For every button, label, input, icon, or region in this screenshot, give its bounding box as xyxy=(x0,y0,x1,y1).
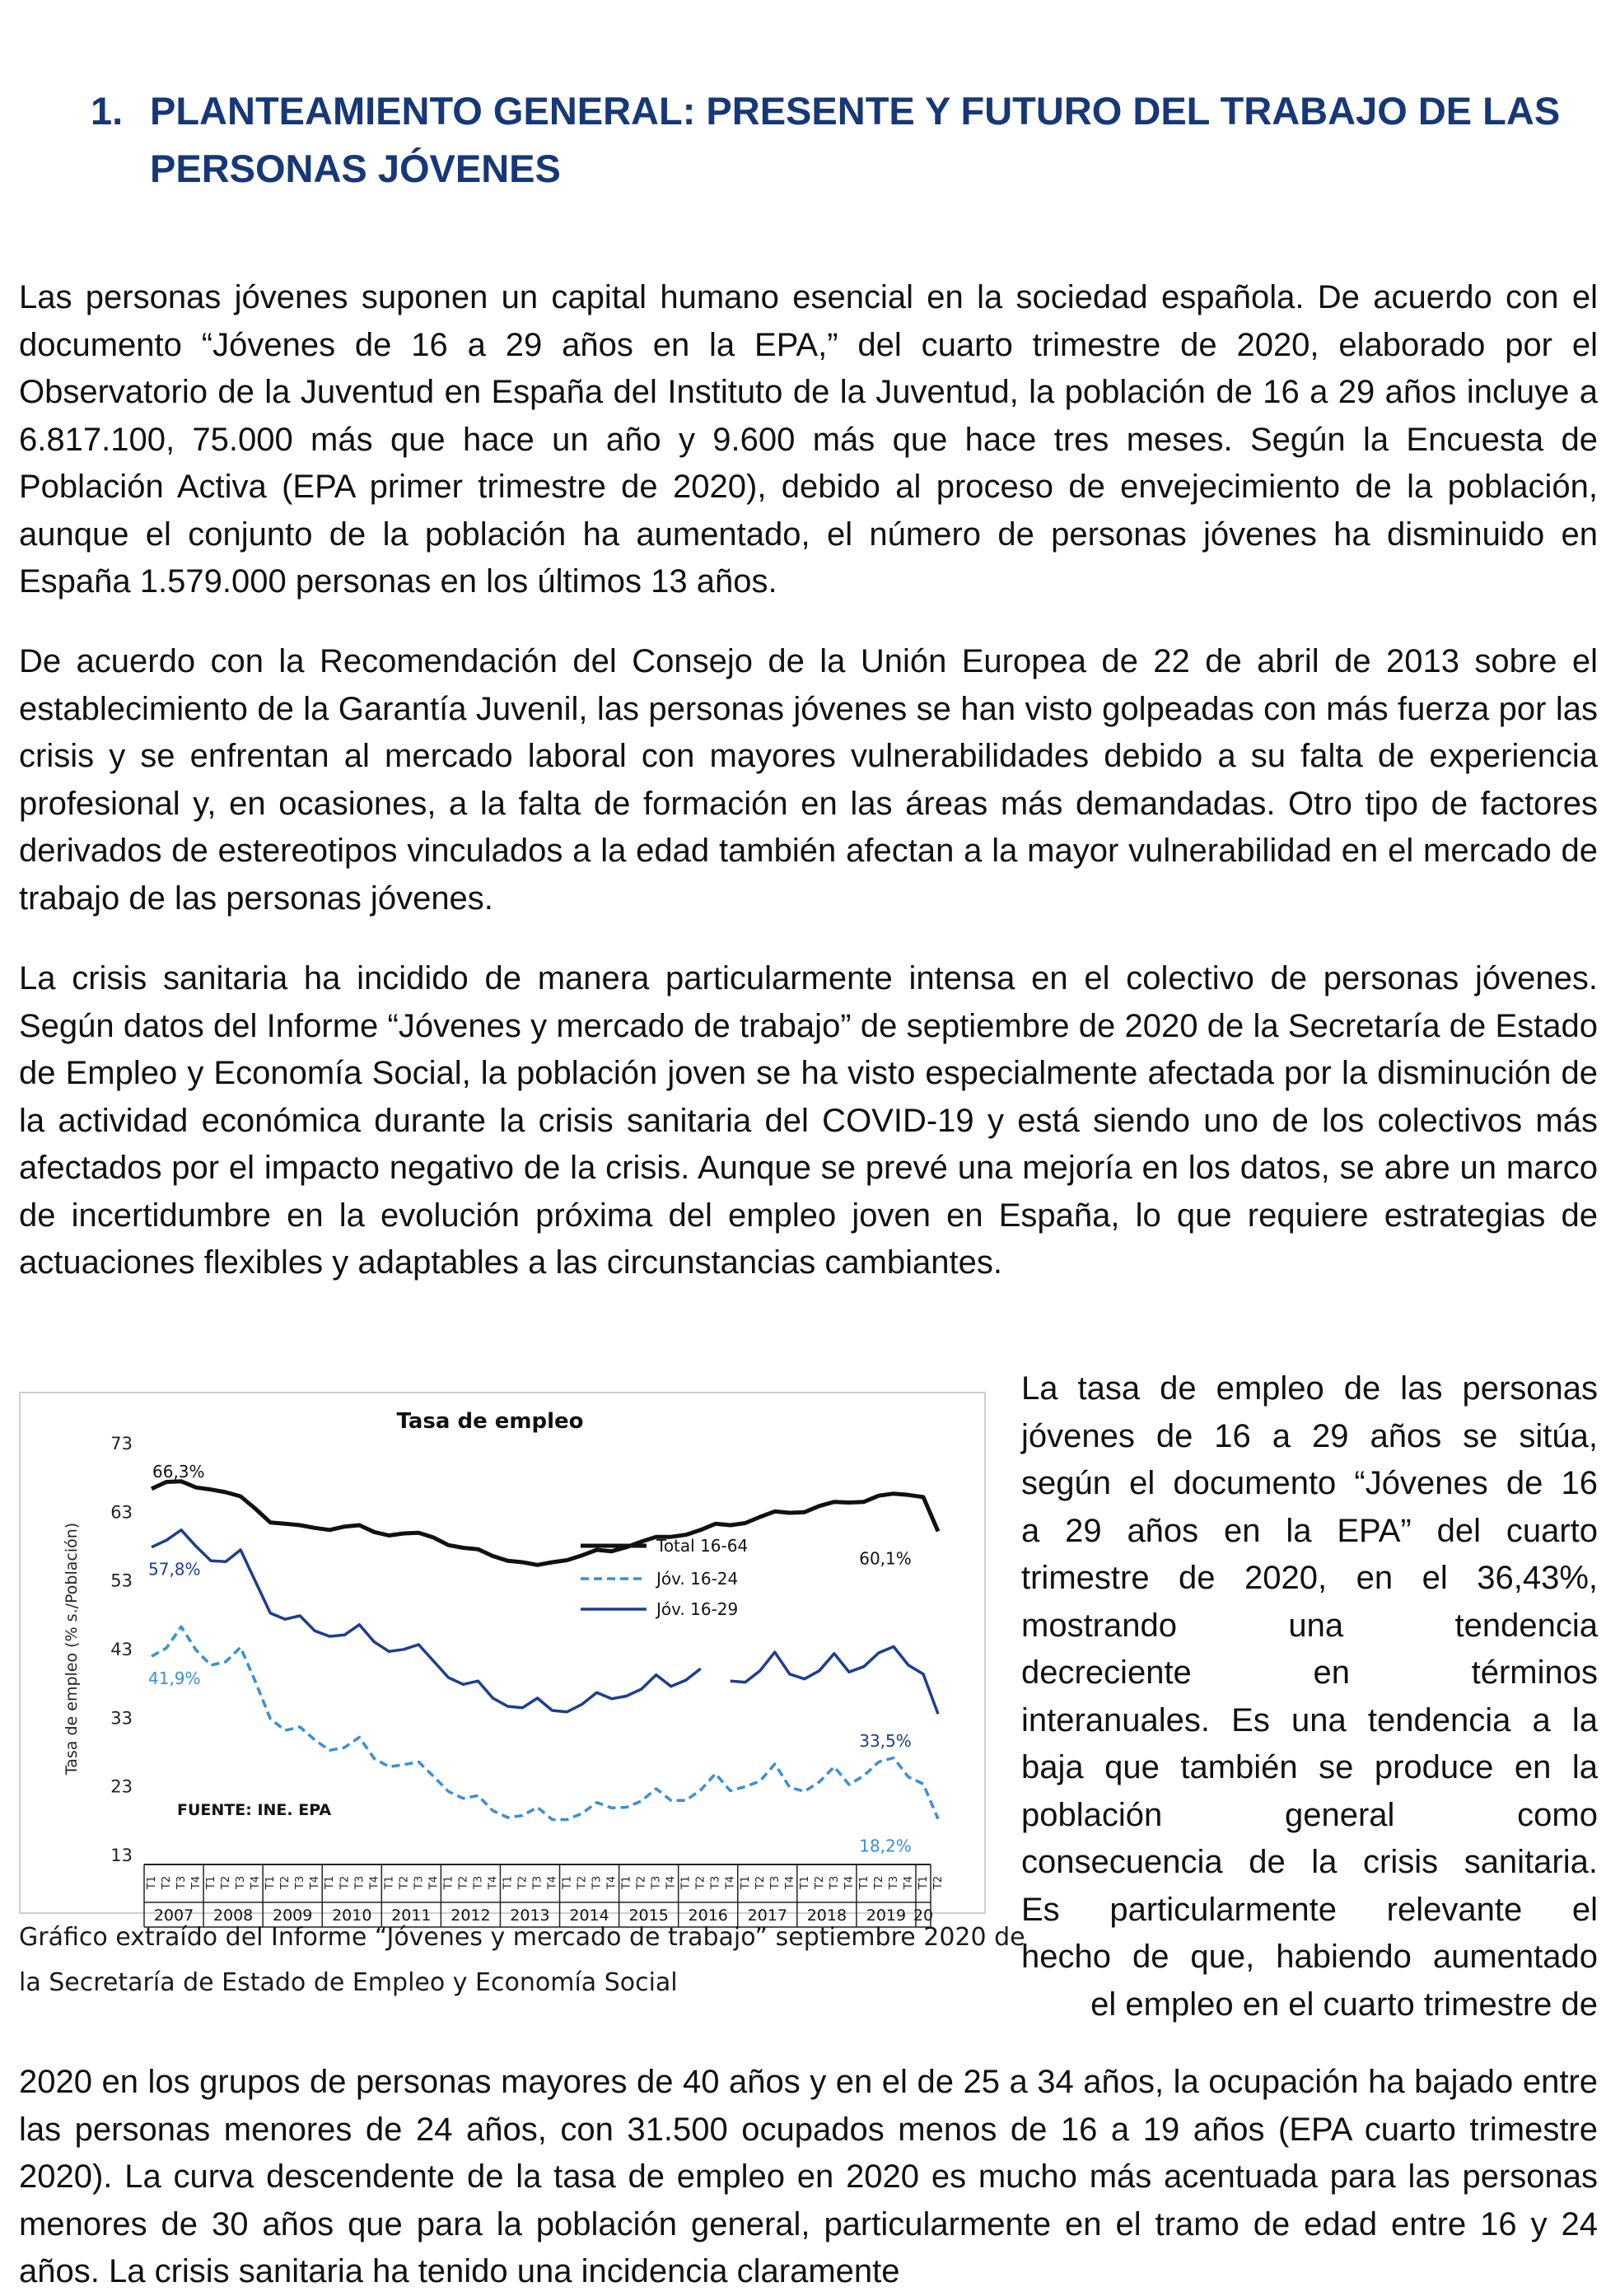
quarter-tick-label: T4 xyxy=(427,1875,441,1890)
paragraph-2: De acuerdo con la Recomendación del Consejo de la Unión Europea de 22 de abril de 2013 sobre el establecimiento de la Garantía Juvenil, las personas jóvenes se han visto golpeadas con más fuerza por las crisis y se enfrentan al mercado laboral con mayores vulnerabilidades debido a su falta de experiencia profesional y, en ocasiones, a la falta de formación en las áreas más demandadas. Otro tipo de factores derivados de estereotipos vinculados a la edad también afectan a la mayor vulnerabilidad en el mercado de trabajo de las personas jóvenes. xyxy=(19,643,1598,917)
quarter-tick-label: T2 xyxy=(932,1875,945,1890)
paragraph-4: 2020 en los grupos de personas mayores de 40 años y en el de 25 a 34 años, la ocupación ha bajado entre las personas menores de 24 años, con 31.500 ocupados menos de 16 a 19 años (EPA cuarto trimestre 2020). La curva descendente de la tasa de empleo en 2020 es mucho más acentuada para las personas menores de 30 años que para la población general, particularmente en el tramo de edad entre 16 y 24 años. La crisis sanitaria ha tenido una incidencia claramente xyxy=(19,2064,1598,2289)
quarter-tick-label: T1 xyxy=(205,1875,218,1890)
quarter-tick-label: T4 xyxy=(309,1875,322,1890)
quarter-tick-label: T1 xyxy=(383,1875,396,1890)
data-label-last: 60,1% xyxy=(859,1548,912,1569)
quarter-tick-label: T1 xyxy=(798,1875,811,1890)
quarter-tick-label: T4 xyxy=(843,1875,856,1890)
y-tick-label: 33 xyxy=(110,1708,133,1729)
year-label: 2019 xyxy=(866,1906,907,1925)
data-label-last: 33,5% xyxy=(859,1731,912,1752)
quarter-tick-label: T1 xyxy=(739,1875,752,1890)
series-line-jov-16-24 xyxy=(152,1626,938,1819)
year-label: 2009 xyxy=(273,1906,313,1925)
quarter-tick-label: T3 xyxy=(650,1875,663,1890)
employment-rate-figure xyxy=(19,1392,1025,1997)
y-tick-label: 53 xyxy=(110,1570,133,1591)
quarter-tick-label: T1 xyxy=(917,1875,930,1890)
paragraph-1: Las personas jóvenes suponen un capital humano esencial en la sociedad española. De acuerdo con el documento “Jóvenes de 16 a 29 años en la EPA,” del cuarto trimestre de 2020, elaborado por el Observatorio de la Juventud en España del Instituto de la Juventud, la población de 16 a 29 años incluye a 6.817.100, 75.000 más que hace un año y 9.600 más que hace tres meses. Según la Encuesta de Población Activa (EPA primer trimestre de 2020), debido al proceso de envejecimiento de la población, aunque el conjunto de la población ha aumentado, el número de personas jóvenes ha disminuido en España 1.579.000 personas en los últimos 13 años. xyxy=(19,279,1598,600)
quarter-tick-label: T4 xyxy=(783,1875,796,1890)
side-column-text xyxy=(1021,1365,1598,2028)
quarter-tick-label: T1 xyxy=(561,1875,574,1890)
side-line: consecuencia de la crisis sanitaria. xyxy=(1021,1844,1598,1880)
quarter-tick-label: T1 xyxy=(264,1875,278,1890)
quarter-tick-label: T3 xyxy=(353,1875,366,1890)
quarter-tick-label: T4 xyxy=(546,1875,559,1890)
caption-line: Gráfico extraído del Informe “Jóvenes y mercado de trabajo” septiembre 2020 de xyxy=(19,1923,1025,1952)
y-axis-label: Tasa de empleo (% s./Población) xyxy=(63,1522,81,1776)
quarter-tick-label: T3 xyxy=(175,1875,189,1890)
quarter-tick-label: T3 xyxy=(413,1875,426,1890)
year-label: 2012 xyxy=(451,1906,491,1925)
paragraph-3: La crisis sanitaria ha incidido de manera particularmente intensa en el colectivo de personas jóvenes. Según datos del Informe “Jóvenes y mercado de trabajo” de septiembre de 2020 de la Secretaría de Estado de Empleo y Economía Social, la población joven se ha visto especialmente afectada por la disminución de la actividad económica durante la crisis sanitaria del COVID-19 y está siendo uno de los colectivos más afectados por el impacto negativo de la crisis. Aunque se prevé una mejoría en los datos, se abre un marco de incertidumbre en la evolución próxima del empleo joven en España, lo que requiere estrategias de actuaciones flexibles y adaptables a las circunstancias cambiantes. xyxy=(19,960,1598,1281)
quarter-tick-label: T3 xyxy=(591,1875,604,1890)
quarter-tick-label: T2 xyxy=(516,1875,530,1890)
quarter-tick-label: T4 xyxy=(250,1875,263,1890)
data-label-first: 41,9% xyxy=(148,1668,201,1689)
quarter-tick-label: T2 xyxy=(398,1875,411,1890)
quarter-tick-label: T3 xyxy=(709,1875,722,1890)
figure-caption xyxy=(19,1915,1025,2005)
quarter-tick-label: T2 xyxy=(338,1875,352,1890)
legend-label: Total 16-64 xyxy=(656,1536,749,1556)
side-line: a 29 años en la EPA” del cuarto xyxy=(1021,1512,1598,1549)
section-number: 1. xyxy=(91,89,124,133)
side-line: Es particularmente relevante el xyxy=(1021,1891,1598,1928)
quarter-tick-label: T2 xyxy=(576,1875,589,1890)
chart-source: FUENTE: INE. EPA xyxy=(177,1801,332,1819)
quarter-tick-label: T4 xyxy=(902,1875,915,1890)
data-label-first: 66,3% xyxy=(152,1461,205,1482)
quarter-tick-label: T3 xyxy=(472,1875,485,1890)
side-line: población general como xyxy=(1021,1796,1598,1833)
side-line: mostrando una tendencia xyxy=(1021,1607,1598,1644)
side-line: el empleo en el cuarto trimestre de xyxy=(1090,1986,1598,2023)
year-label: 2010 xyxy=(332,1906,372,1925)
chart-title: Tasa de empleo xyxy=(396,1409,584,1434)
quarter-tick-label: T2 xyxy=(635,1875,648,1890)
series-line-total-16-64 xyxy=(152,1482,938,1566)
quarter-tick-label: T2 xyxy=(872,1875,885,1890)
side-line: trimestre de 2020, en el 36,43%, xyxy=(1021,1560,1598,1596)
data-label-last: 18,2% xyxy=(859,1836,912,1856)
caption-line: la Secretaría de Estado de Empleo y Economía Social xyxy=(19,1968,678,1997)
year-label: 2007 xyxy=(153,1906,194,1925)
quarter-tick-label: T1 xyxy=(442,1875,455,1890)
quarter-tick-label: T2 xyxy=(813,1875,826,1890)
y-tick-label: 63 xyxy=(110,1502,133,1523)
side-line: según el documento “Jóvenes de 16 xyxy=(1021,1465,1598,1501)
quarter-tick-label: T4 xyxy=(368,1875,381,1890)
side-line: hecho de que, habiendo aumentado xyxy=(1021,1939,1598,1975)
quarter-tick-label: T1 xyxy=(679,1875,693,1890)
quarter-tick-label: T4 xyxy=(190,1875,203,1890)
year-label: 2013 xyxy=(510,1906,550,1925)
legend-label: Jóv. 16-29 xyxy=(656,1599,739,1619)
side-line: La tasa de empleo de las personas xyxy=(1021,1370,1598,1407)
employment-rate-chart xyxy=(21,1393,984,1925)
quarter-tick-label: T1 xyxy=(146,1875,159,1890)
y-tick-label: 23 xyxy=(110,1776,133,1797)
quarter-tick-label: T4 xyxy=(605,1875,619,1890)
data-label-first: 57,8% xyxy=(148,1559,201,1580)
year-label: 2014 xyxy=(569,1906,609,1925)
year-label: 2017 xyxy=(747,1906,787,1925)
year-label: 20 xyxy=(913,1906,934,1925)
y-tick-label: 13 xyxy=(110,1846,133,1865)
quarter-tick-label: T2 xyxy=(694,1875,707,1890)
quarter-tick-label: T1 xyxy=(502,1875,515,1890)
side-line: baja que también se produce en la xyxy=(1021,1749,1598,1785)
quarter-tick-label: T2 xyxy=(161,1875,174,1890)
quarter-tick-label: T2 xyxy=(279,1875,292,1890)
year-label: 2018 xyxy=(806,1906,847,1925)
quarter-tick-label: T2 xyxy=(754,1875,767,1890)
quarter-tick-label: T3 xyxy=(768,1875,782,1890)
year-label: 2008 xyxy=(212,1906,254,1925)
side-line: interanuales. Es una tendencia a la xyxy=(1021,1701,1598,1738)
side-line: jóvenes de 16 a 29 años se sitúa, xyxy=(1021,1417,1598,1454)
quarter-tick-label: T4 xyxy=(724,1875,737,1890)
quarter-tick-label: T4 xyxy=(487,1875,500,1890)
year-label: 2015 xyxy=(628,1906,669,1925)
quarter-tick-label: T3 xyxy=(828,1875,841,1890)
quarter-tick-label: T3 xyxy=(887,1875,900,1890)
quarter-tick-label: T3 xyxy=(294,1875,307,1890)
quarter-tick-label: T1 xyxy=(324,1875,337,1890)
side-line: decreciente en términos xyxy=(1021,1654,1598,1691)
quarter-tick-label: T3 xyxy=(235,1875,248,1890)
year-label: 2011 xyxy=(391,1906,432,1925)
quarter-tick-label: T1 xyxy=(620,1875,633,1890)
quarter-tick-label: T3 xyxy=(531,1875,544,1890)
quarter-tick-label: T2 xyxy=(457,1875,470,1890)
chart-frame xyxy=(19,1392,986,1925)
y-tick-label: 73 xyxy=(110,1434,133,1454)
y-tick-label: 43 xyxy=(110,1640,133,1659)
legend-label: Jóv. 16-24 xyxy=(656,1569,739,1589)
quarter-tick-label: T4 xyxy=(665,1875,678,1890)
section-title: PLANTEAMIENTO GENERAL: PRESENTE Y FUTURO DEL TRABAJO DE LAS PERSONAS JÓVENES xyxy=(150,89,1561,190)
series-line-jov-16-29 xyxy=(152,1530,938,1714)
year-label: 2016 xyxy=(688,1906,728,1925)
quarter-tick-label: T1 xyxy=(857,1875,871,1890)
quarter-tick-label: T2 xyxy=(220,1875,233,1890)
